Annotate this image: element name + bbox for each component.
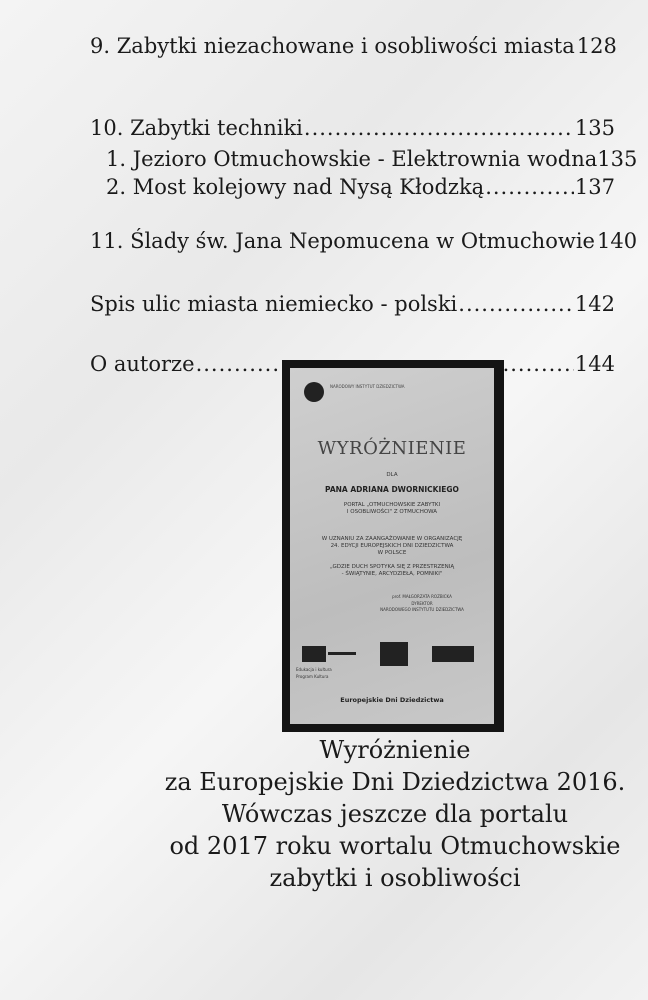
toc-page: 144 xyxy=(574,352,615,376)
toc-title: O autorze xyxy=(90,352,195,376)
toc-entry xyxy=(90,292,615,316)
cert-dla: DLA xyxy=(386,472,398,478)
cert-portal: I OSOBLIWOŚCI" Z OTMUCHOWA xyxy=(346,509,438,515)
caption-line: Wyróżnienie xyxy=(319,736,471,764)
toc-entry xyxy=(106,175,615,199)
toc-title: 9. Zabytki niezachowane i osobliwości miasta xyxy=(90,34,575,58)
cert-role: NARODOWEGO INSTYTUTU DZIEDZICTWA xyxy=(380,607,464,612)
certificate-photo xyxy=(282,360,504,732)
institute-logo-icon xyxy=(304,382,324,402)
toc-page: 128 xyxy=(576,34,617,58)
toc-title: Spis ulic miasta niemiecko - polski xyxy=(90,292,458,316)
cert-role: DYREKTOR xyxy=(411,601,433,606)
toc-entry xyxy=(90,229,638,253)
certificate-title: WYRÓŻNIENIE xyxy=(317,438,467,459)
cert-motto: „GDZIE DUCH SPOTYKA SIĘ Z PRZESTRZENIĄ xyxy=(329,564,455,570)
caption-line: za Europejskie Dni Dziedzictwa 2016. xyxy=(164,768,626,796)
toc-leader xyxy=(458,292,574,316)
toc-page: 140 xyxy=(596,229,638,253)
toc-entry xyxy=(90,34,615,58)
photo-caption xyxy=(140,734,648,894)
cert-reason: W POLSCE xyxy=(377,550,407,556)
toc-title: 11. Ślady św. Jana Nepomucena w Otmuchowie xyxy=(90,229,595,253)
toc-page: 135 xyxy=(574,116,615,140)
toc-page: 142 xyxy=(574,292,615,316)
toc-entry xyxy=(90,116,615,140)
cert-reason: 24. EDYCJI EUROPEJSKICH DNI DZIEDZICTWA xyxy=(330,543,454,549)
toc-title: 1. Jezioro Otmuchowskie - Elektrownia wodna xyxy=(106,147,598,171)
cert-recipient: PANA ADRIANA DWORNICKIEGO xyxy=(325,485,459,494)
caption-line: Wówczas jeszcze dla portalu xyxy=(221,800,569,828)
cert-portal: PORTAL „OTMUCHOWSKIE ZABYTKI xyxy=(343,502,441,508)
eu-stars-icon xyxy=(380,642,408,666)
certificate-paper xyxy=(290,368,494,724)
cert-reason: W UZNANIU ZA ZAANGAŻOWANIE W ORGANIZACJĘ xyxy=(321,536,463,542)
caption-line: zabytki i osobliwości xyxy=(269,864,521,892)
toc-page: 135 xyxy=(597,147,638,171)
cert-footer: Europejskie Dni Dziedzictwa xyxy=(340,696,444,704)
toc-title: 10. Zabytki techniki xyxy=(90,116,303,140)
toc-page: 137 xyxy=(574,175,615,199)
toc-entry xyxy=(106,147,638,171)
caption-line: od 2017 roku wortalu Otmuchowskie xyxy=(169,832,621,860)
cert-motto: - ŚWIĄTYNIE, ARCYDZIEŁA, POMNIKI" xyxy=(341,571,443,577)
institution-name: NARODOWY INSTYTUT DZIEDZICTWA xyxy=(330,384,405,389)
program-label: Edukacja i kultura Program Kultura xyxy=(296,667,332,679)
council-of-europe-icon xyxy=(432,646,474,662)
toc-leader xyxy=(304,116,574,140)
toc-leader xyxy=(485,175,574,199)
sponsor-logos xyxy=(290,646,494,679)
cert-signer: prof. MAŁGORZATA ROZBICKA xyxy=(392,594,452,599)
bird-logo-icon xyxy=(328,652,356,655)
eu-flag-icon xyxy=(302,646,326,662)
toc-title: 2. Most kolejowy nad Nysą Kłodzką xyxy=(106,175,485,199)
